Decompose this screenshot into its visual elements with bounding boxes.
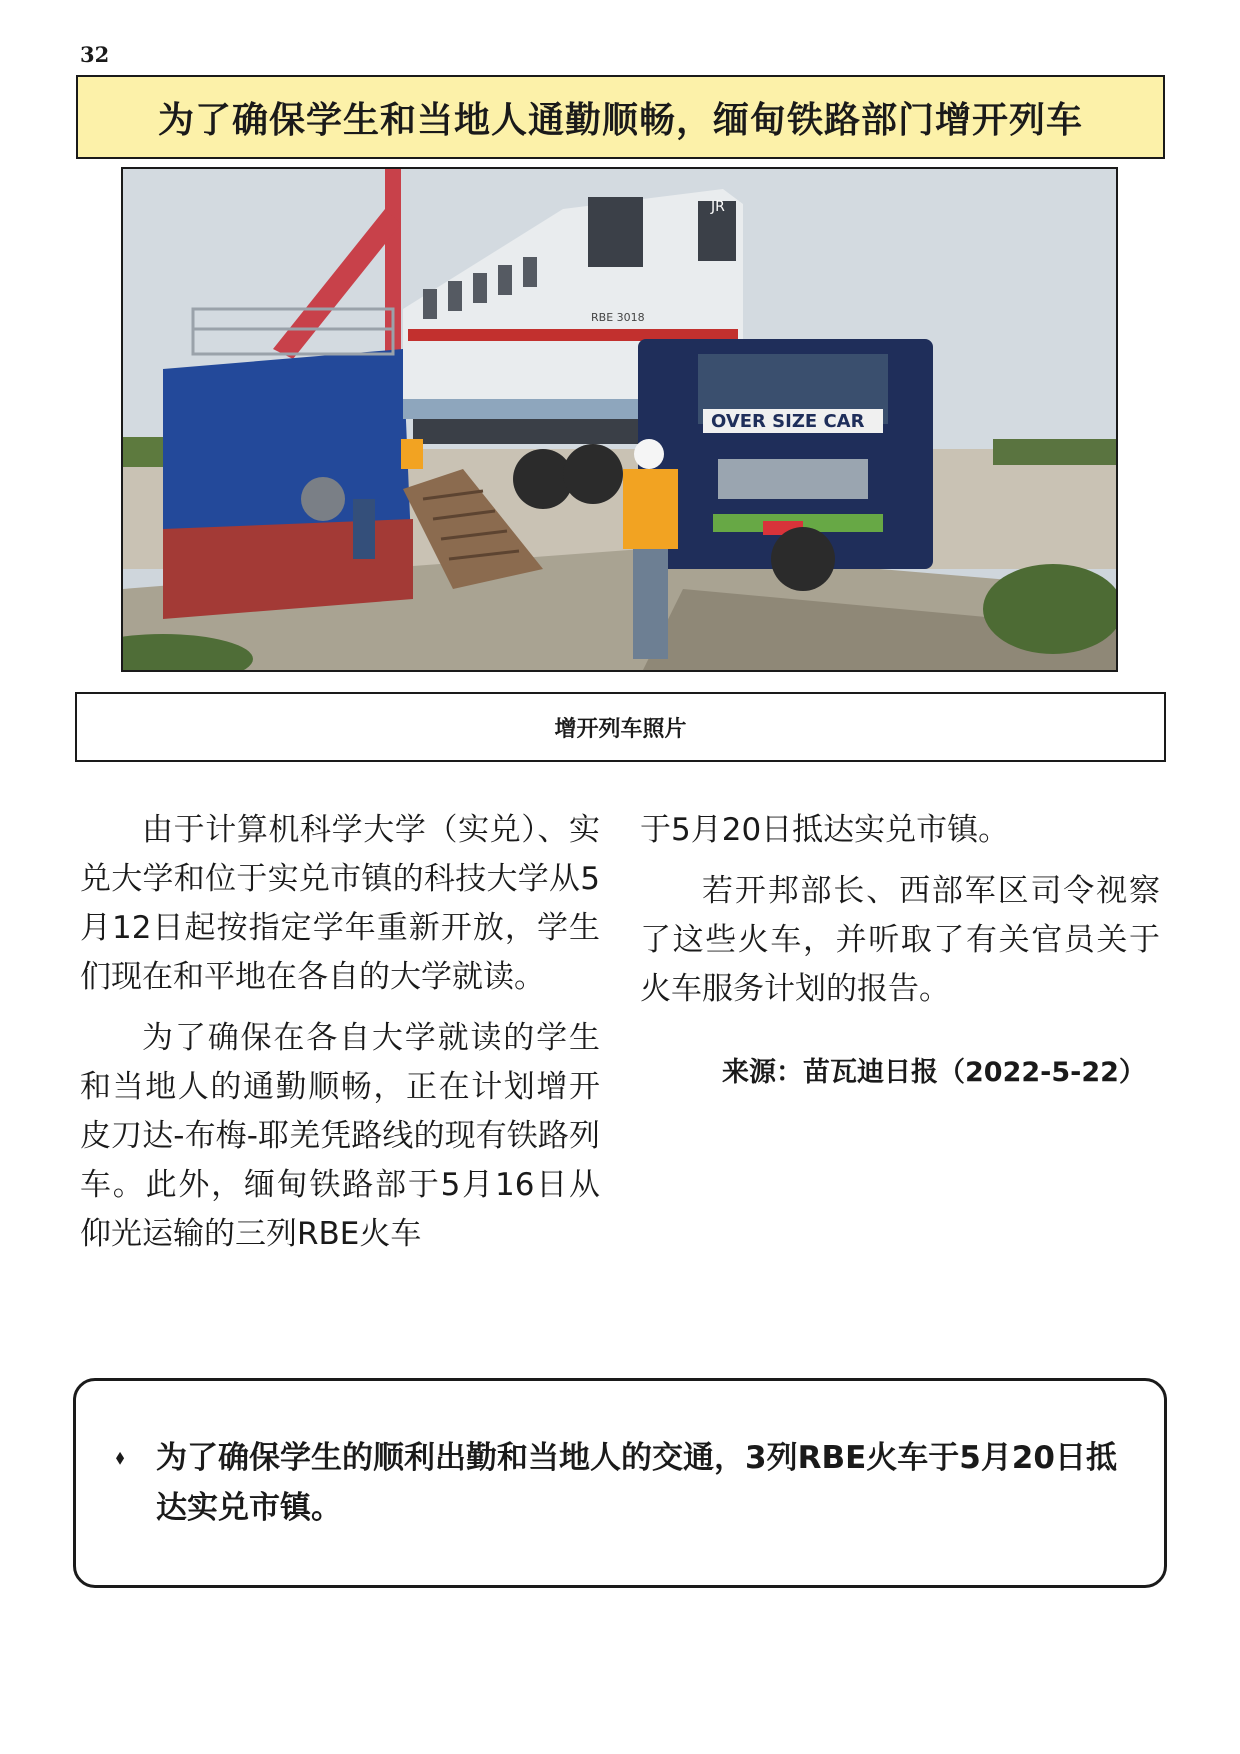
page-number: 32 (80, 42, 110, 67)
article-paragraph-4: 若开邦部长、西部军区司令视察了这些火车，并听取了有关官员关于火车服务计划的报告。 (640, 873, 1160, 1007)
summary-text: 为了确保学生的顺利出勤和当地人的交通，3列RBE火车于5月20日抵达实兑市镇。 (156, 1440, 1117, 1526)
photo-caption: 增开列车照片 (75, 692, 1166, 762)
headline: 为了确保学生和当地人通勤顺畅，缅甸铁路部门增开列车 (76, 75, 1165, 159)
article-paragraph-1: 由于计算机科学大学（实兑）、实兑大学和位于实兑市镇的科技大学从5月12日起按指定学年重新开放，学生们现在和平地在各自的大学就读。 (80, 812, 600, 995)
summary-item (116, 1433, 1146, 1533)
article-column-right (640, 806, 1160, 1097)
article-column-left (80, 806, 600, 1271)
svg-text:RBE 3018: RBE 3018 (591, 311, 645, 324)
article-paragraph-2: 为了确保在各自大学就读的学生和当地人的通勤顺畅，正在计划增开皮刀达-布梅-耶羌凭路线的现有铁路列车。此外，缅甸铁路部于5月16日从仰光运输的三列RBE火车 (80, 1020, 600, 1252)
article-source: 来源：苗瓦迪日报（2022-5-22） (722, 1057, 1146, 1088)
svg-text:OVER SIZE CAR: OVER SIZE CAR (711, 411, 865, 432)
summary-box (73, 1378, 1167, 1588)
news-photo (121, 167, 1118, 672)
article-paragraph-3: 于5月20日抵达实兑市镇。 (640, 812, 1010, 848)
bullet-icon: ⬧ (116, 1447, 125, 1468)
svg-text:JR: JR (711, 199, 725, 215)
